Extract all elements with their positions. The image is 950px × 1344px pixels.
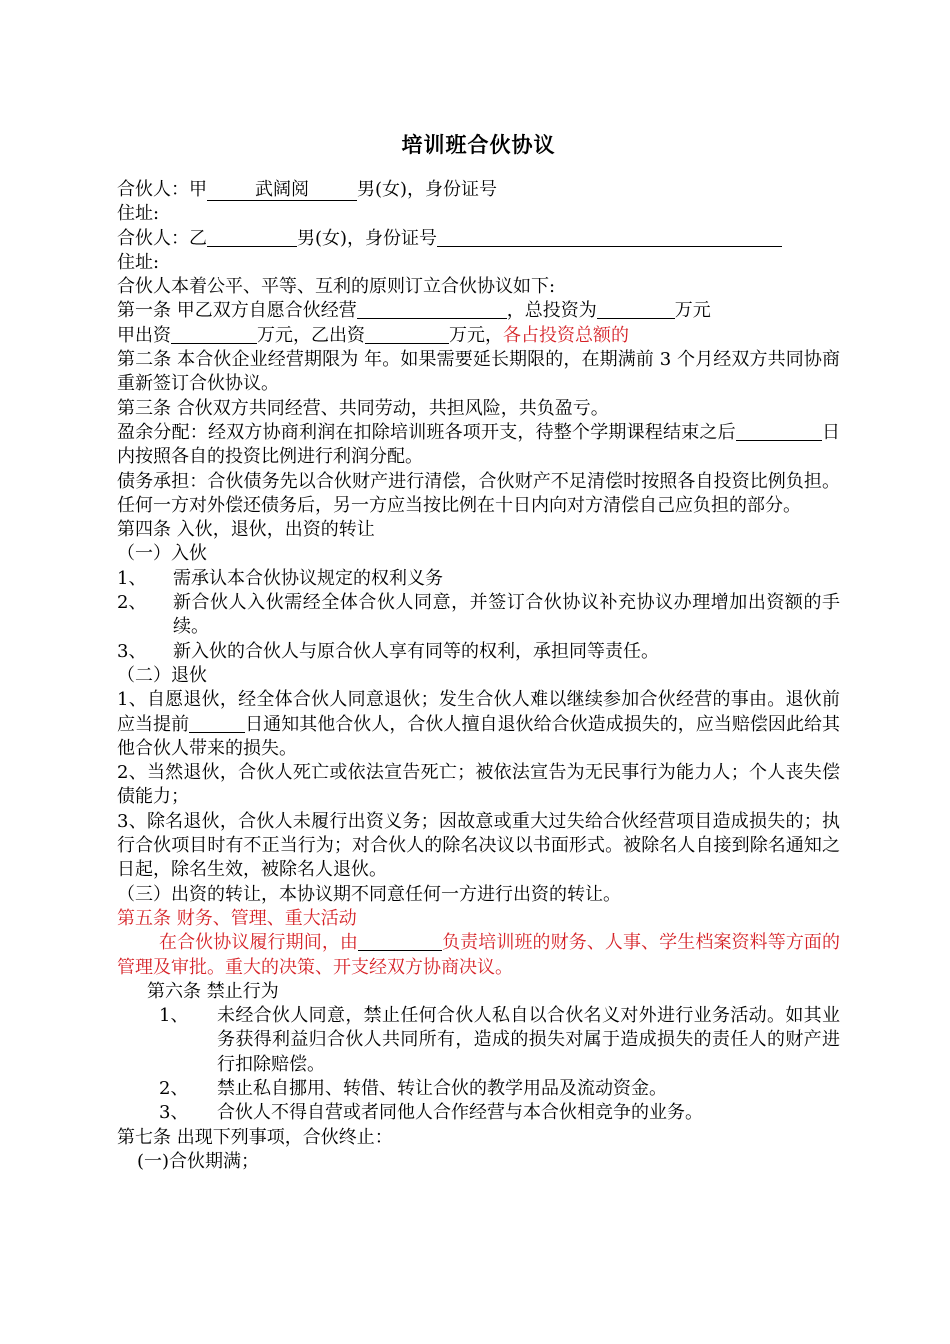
article-2: 第二条 本合伙企业经营期限为 年。如果需要延长期限的，在期满前 3 个月经双方共同协商重新签订合伙协议。 — [117, 349, 840, 395]
manager-field[interactable] — [358, 932, 442, 951]
profit-days-field[interactable] — [736, 422, 822, 441]
join-item: 2、 新合伙人入伙需经全体合伙人同意，并签订合伙协议补充协议办理增加出资额的手续。 — [117, 592, 840, 638]
partner-b-name-field[interactable] — [207, 228, 297, 247]
article-5-heading: 第五条 财务、管理、重大活动 — [117, 907, 357, 929]
transfer-clause: （三）出资的转让，本协议期不同意任何一方进行出资的转让。 — [117, 883, 621, 905]
investment-share-note: 各占投资总额的 — [503, 324, 629, 346]
document-title: 培训班合伙协议 — [401, 132, 556, 157]
prohibition-item: 2、 禁止私自挪用、转借、转让合伙的教学用品及流动资金。 — [159, 1077, 667, 1099]
exit-item-1: 1、自愿退伙，经全体合伙人同意退伙；发生合伙人难以继续参加合伙经营的事由。退伙前应当提前 日通知其他合伙人，合伙人擅自退伙给合伙造成损失的，应当赔偿因此给其他合伙人带来的损失。 — [117, 689, 840, 759]
join-item: 3、 新入伙的合伙人与原合伙人享有同等的权利，承担同等责任。 — [117, 640, 659, 662]
total-investment-field[interactable] — [597, 300, 675, 319]
prohibition-item: 1、 未经合伙人同意，禁止任何合伙人私自以合伙名义对外进行业务活动。如其业务获得利益归合伙人共同所有，造成的损失对属于造成损失的责任人的财产进行扣除赔偿。 — [159, 1005, 840, 1075]
exit-notice-days-field[interactable] — [189, 714, 245, 733]
join-item: 1、 需承认本合伙协议规定的权利义务 — [117, 567, 443, 589]
partner-b-id-field[interactable] — [437, 228, 782, 247]
article-5-body: 在合伙协议履行期间，由 负责培训班的财务、人事、学生档案资料等方面的管理及审批。重大的决策、开支经双方协商决议。 — [117, 932, 840, 978]
exit-item-3: 3、除名退伙，合伙人未履行出资义务；因故意或重大过失给合伙经营项目造成损失的；执行合伙项目时有不正当行为；对合伙人的除名决议以书面形式。被除名人自接到除名通知之日起，除名生效，被除名人退伙。 — [117, 810, 840, 881]
intro-text: 合伙人本着公平、平等、互利的原则订立合伙协议如下: — [117, 276, 556, 298]
article-1-line-1: 第一条 甲乙双方自愿合伙经营 ，总投资为 万元 — [117, 300, 711, 322]
business-field[interactable] — [357, 300, 507, 319]
article-7-heading: 第七条 出现下列事项，合伙终止： — [117, 1126, 393, 1148]
partner-a-line: 合伙人：甲 武阔阅 男(女)，身份证号 — [117, 179, 498, 200]
article-4-heading: 第四条 入伙，退伙，出资的转让 — [117, 519, 375, 541]
join-heading: （一）入伙 — [117, 543, 207, 565]
partner-b-address: 住址: — [117, 251, 160, 273]
article-6-heading: 第六条 禁止行为 — [147, 980, 279, 1002]
profit-distribution: 盈余分配：经双方协商利润在扣除培训班各项开支，待整个学期课程结束之后 日内按照各自的投资比例进行利润分配。 — [117, 421, 840, 468]
partner-a-name-field[interactable]: 武阔阅 — [207, 180, 357, 201]
prohibition-item: 3、 合伙人不得自营或者同他人合作经营与本合伙相竞争的业务。 — [159, 1102, 703, 1124]
exit-heading: （二）退伙 — [117, 664, 207, 686]
exit-item-2: 2、当然退伙，合伙人死亡或依法宣告死亡；被依法宣告为无民事行为能力人；个人丧失偿债能力； — [117, 762, 840, 808]
document-body — [117, 130, 840, 1174]
party-b-investment-field[interactable] — [365, 325, 449, 344]
article-3: 第三条 合伙双方共同经营、共同劳动，共担风险，共负盈亏。 — [117, 397, 609, 419]
partner-b-line: 合伙人：乙 男(女)，身份证号 — [117, 227, 840, 251]
debt-assumption: 债务承担：合伙债务先以合伙财产进行清偿，合伙财产不足清偿时按照各自投资比例负担。任何一方对外偿还债务后，另一方应当按比例在十日内向对方清偿自己应负担的部分。 — [117, 470, 840, 516]
article-7-item-1: (一)合伙期满； — [137, 1150, 260, 1172]
article-1-line-2: 甲出资 万元，乙出资 万元，各占投资总额的 — [117, 324, 629, 346]
party-a-investment-field[interactable] — [171, 325, 257, 344]
partner-a-address: 住址: — [117, 203, 160, 225]
